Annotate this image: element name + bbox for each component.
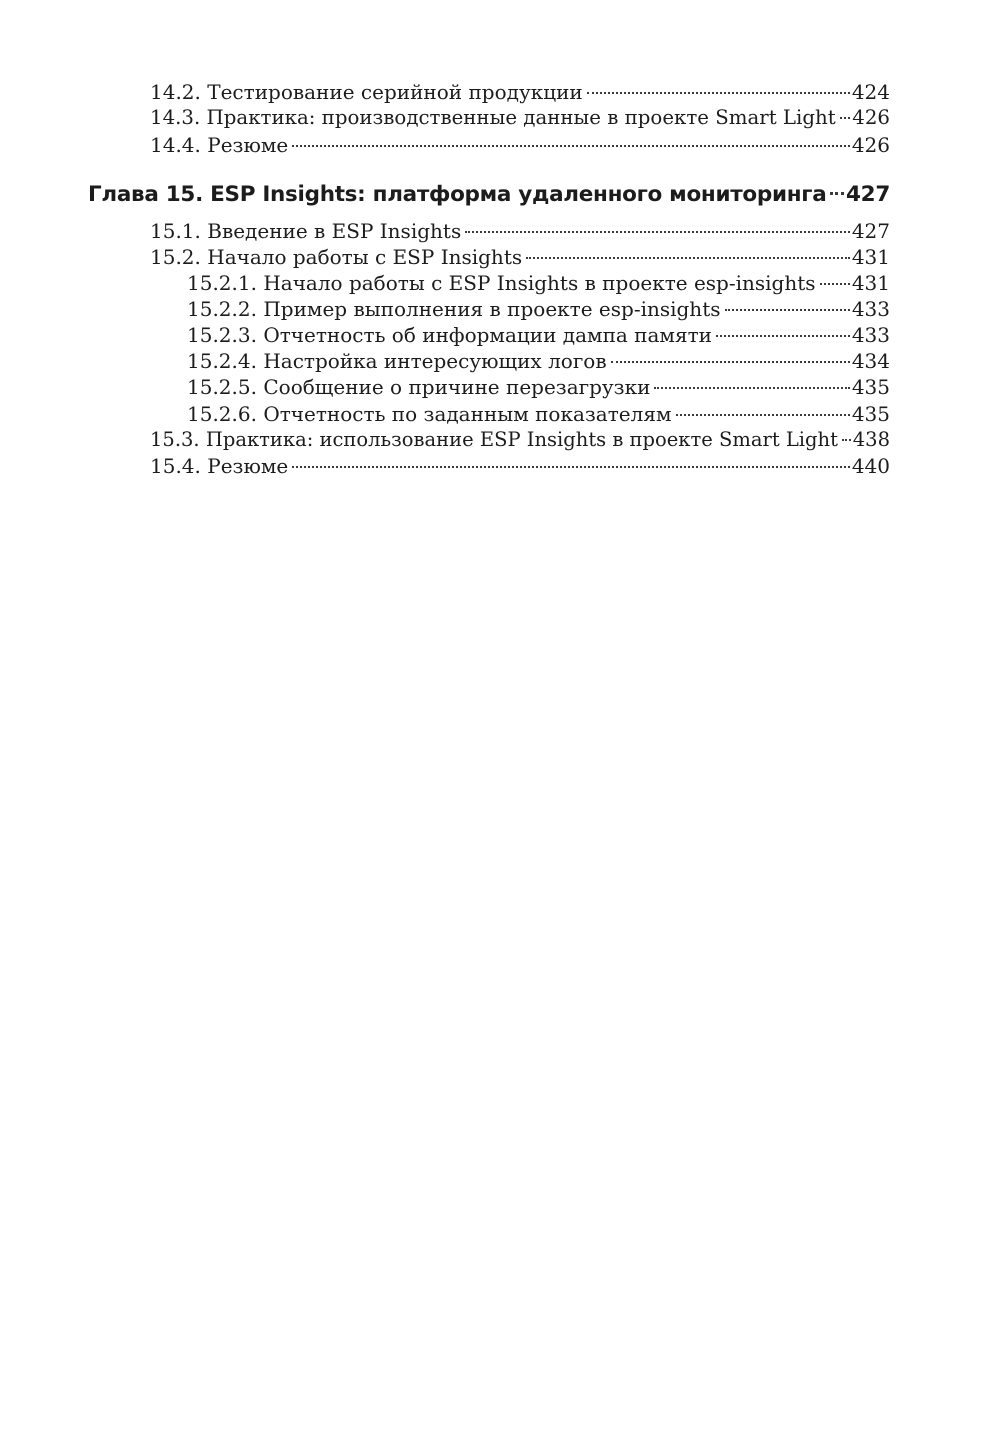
toc-entry-title: 15.3. Практика: использование ESP Insights в проекте Smart Light	[150, 428, 838, 451]
toc-entry-15-2-5[interactable]	[187, 374, 890, 400]
toc-entry-title: 15.1. Введение в ESP Insights	[150, 219, 462, 243]
toc-page-number: 433	[851, 323, 890, 347]
toc-entry-15-3[interactable]	[150, 427, 890, 453]
toc-entry-15-2-2[interactable]	[187, 296, 890, 322]
toc-page-number: 426	[851, 133, 890, 157]
toc-page-number: 431	[851, 245, 890, 269]
toc-entry-title: 14.3. Практика: производственные данные в проекте Smart Light	[150, 106, 836, 129]
toc-page-number: 427	[851, 219, 890, 243]
toc-page-number: 433	[851, 297, 890, 321]
dot-leader	[840, 117, 851, 119]
toc-page-number: 424	[851, 80, 890, 104]
toc-page-number: 427	[846, 182, 890, 207]
toc-page-number: 438	[852, 428, 890, 451]
toc-entry-15-2-3[interactable]	[187, 322, 890, 348]
toc-page-number: 435	[851, 375, 890, 399]
toc-entry-title: 15.2.6. Отчетность по заданным показателям	[187, 402, 672, 426]
dot-leader	[611, 361, 850, 363]
toc-entry-title: 14.2. Тестирование серийной продукции	[150, 80, 583, 104]
dot-leader	[725, 309, 850, 311]
toc-page-number: 431	[851, 271, 890, 295]
dot-leader	[842, 439, 851, 441]
toc-entry-15-1[interactable]	[150, 218, 890, 244]
dot-leader	[587, 92, 850, 94]
toc-entry-15-2[interactable]	[150, 244, 890, 270]
dot-leader	[465, 231, 850, 233]
dot-leader	[676, 414, 850, 416]
toc-entry-title: 15.2.5. Сообщение о причине перезагрузки	[187, 375, 651, 399]
toc-entry-14-4[interactable]	[150, 132, 890, 158]
dot-leader	[820, 283, 850, 285]
toc-page-number: 435	[851, 402, 890, 426]
dot-leader	[830, 192, 844, 195]
toc-entry-14-3[interactable]	[150, 105, 890, 131]
dot-leader	[292, 466, 850, 468]
chapter-title: Глава 15. ESP Insights: платформа удаленного мониторинга	[88, 182, 827, 207]
toc-entry-15-2-4[interactable]	[187, 348, 890, 374]
toc-entry-15-4[interactable]	[150, 453, 890, 479]
toc-entry-title: 15.4. Резюме	[150, 454, 289, 478]
toc-entry-15-2-1[interactable]	[187, 270, 890, 296]
toc-chapter-15[interactable]	[88, 179, 890, 211]
dot-leader	[716, 335, 850, 337]
toc-entry-title: 14.4. Резюме	[150, 133, 289, 157]
toc-page-number: 426	[852, 106, 890, 129]
toc-entry-14-2[interactable]	[150, 79, 890, 105]
toc-entry-title: 15.2.4. Настройка интересующих логов	[187, 349, 607, 373]
toc-page-number: 440	[851, 454, 890, 478]
toc-entry-title: 15.2. Начало работы с ESP Insights	[150, 245, 523, 269]
toc-page-number: 434	[851, 349, 890, 373]
toc-entry-title: 15.2.1. Начало работы с ESP Insights в проекте esp-insights	[187, 271, 816, 295]
toc-entry-title: 15.2.2. Пример выполнения в проекте esp-insights	[187, 297, 721, 321]
toc-entry-15-2-6[interactable]	[187, 401, 890, 427]
dot-leader	[292, 145, 850, 147]
dot-leader	[654, 387, 849, 389]
dot-leader	[526, 257, 850, 259]
toc-entry-title: 15.2.3. Отчетность об информации дампа памяти	[187, 323, 712, 347]
